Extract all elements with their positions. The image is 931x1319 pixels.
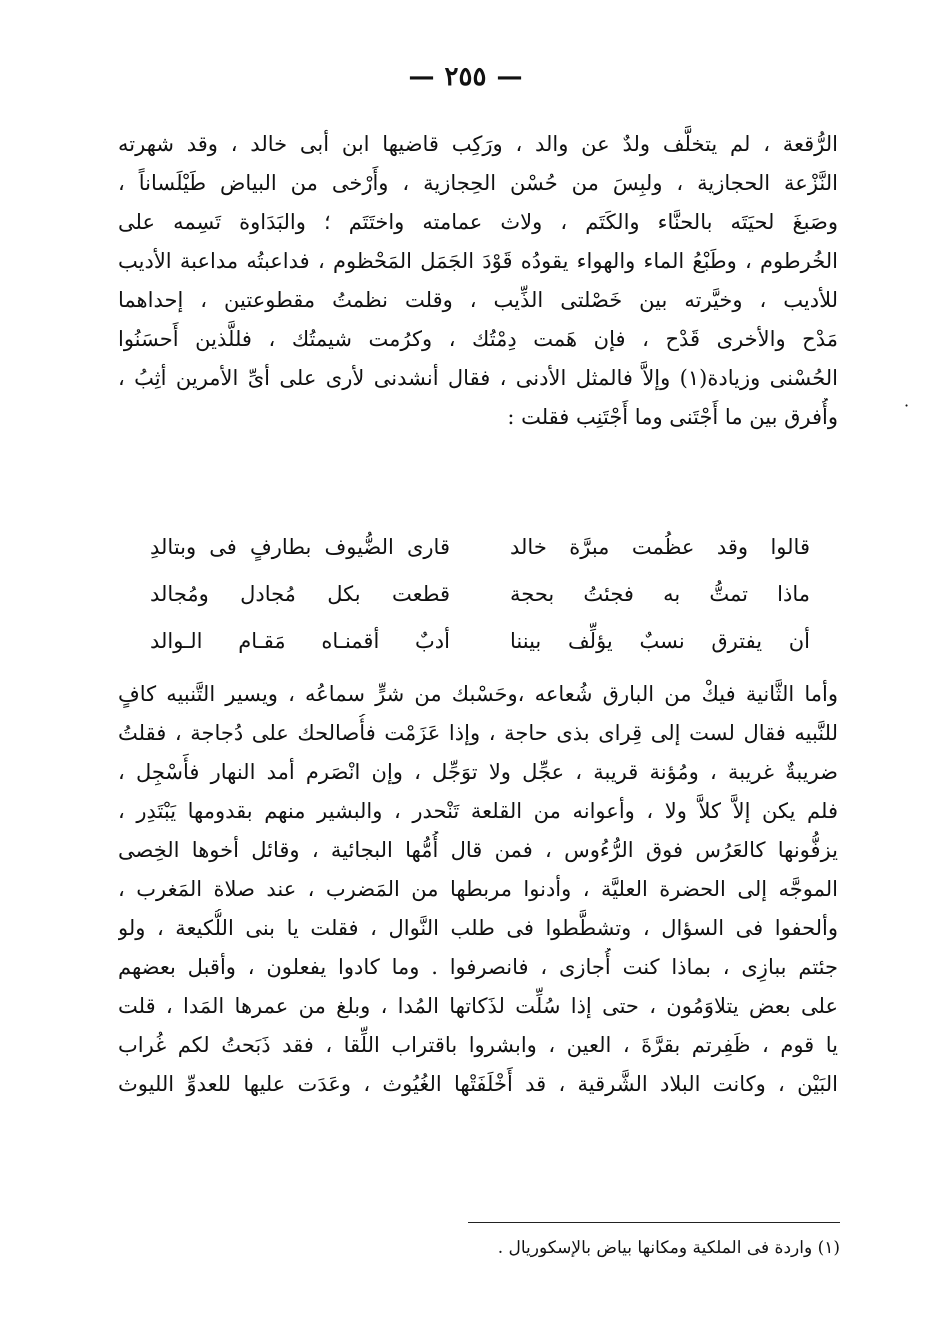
poem-hemistich-first: أن يفترق نسبٌ يؤلِّف بيننا: [510, 629, 810, 653]
paragraph-lower: [118, 675, 838, 1104]
page-number-dash-right: —: [496, 62, 523, 92]
poem-verse: [150, 571, 810, 618]
text-line: الرُّقعة ، لم يتخلَّف ولدٌ عن والد ، ورَكِب قاضيها ابن أبى خالد ، وقد شهرته: [118, 132, 838, 156]
text-line: الخُرطوم ، وطَبْعُ الماء والهواء يقودُه قَوْدَ الجَمَل المَحْظوم ، فداعبتُه مداعبة الأديب: [118, 249, 838, 273]
text-line: وأما الثَّانية فيكْ من البارق شُعاعه ،وحَسْبك من شرٍّ سماعُه ، ويسير التَّنبيه كافٍ: [118, 682, 838, 706]
poem-verse: [150, 524, 810, 571]
page-number-dash-left: —: [408, 62, 435, 92]
text-line: يا قوم ، ظَفِرتم بقرَّةَ ، العين ، وابشروا باقتراب اللِّقا ، فقد ذَبَحتُ لكم غُراب: [118, 1033, 838, 1057]
poem-hemistich-first: ماذا تمتُّ به فجئتُ بحجة: [510, 582, 810, 606]
text-line: الموجَّه إلى الحضرة العليَّة ، وأدنوا مربطها من المَضرب ، عند صلاة المَغرب ،: [118, 877, 838, 901]
poem-verse: [150, 618, 810, 665]
poem-hemistich-first: قالوا وقد عظُمت مبرَّة خالد: [510, 535, 810, 559]
text-line: مَدْح والأخرى قَدْح ، فإن هَمت دِمْتُك ، وكرُمت شيمتُك ، فللَّذين أَحسَنُوا: [118, 327, 838, 351]
text-line: وألحفوا فى السؤال ، وتشطَّطوا فى طلب النَّوال ، فقلت يا بنى اللُّكيعة ، ولو: [118, 916, 838, 940]
text-line: وأُفرق بين ما أَجْتَنى وما أَجْتَنِب فقلت :: [507, 405, 838, 429]
text-line: فلم يكن إلاَّ كلاَّ ولا ، وأعوانه من القلعة تَنْحدر ، والبشير منهم بقدومها يَبْتَدِر ،: [118, 799, 838, 823]
paragraph-upper: [118, 125, 838, 437]
text-line: ضريبةٌ غريبة ، ومُؤنة قريبة ، عجِّل ولا توَجِّل ، وإن انْصَرم أمد النهار فأَسْجِل ،: [118, 760, 838, 784]
text-line: يزفُّونها كالعَرُس فوق الرُّءُوس ، فمن قال أُمُّها البجائية ، وقائل أخوها الخِصى: [118, 838, 838, 862]
poem-hemistich-second: قطعت بكل مُجادل ومُجالد: [150, 582, 450, 606]
footnote-divider: [468, 1222, 840, 1223]
text-line: وصَبغَ لحيَتَه بالحنَّاء والكَتَم ، ولاث عمامته واختَتَم ؛ والبَدَاوة تَسِمه على: [118, 210, 838, 234]
footnote: (١) واردة فى الملكية ومكانها بياض بالإسكوريال .: [497, 1238, 840, 1258]
text-line: البَيْن ، وكانت البلاد الشَّرقية ، قد أَخْلَفَتْها الغُيُوث ، وعَدَت عليها للعدوِّ الليوث: [118, 1072, 838, 1096]
text-line: النَّزْعة الحجازية ، ولبِسَ من حُسْن الحِجازية ، وأَرْخى من البياض طَيْلَساناً ،: [118, 171, 838, 195]
poem-hemistich-second: أدبٌ أقمنـاه مَقـام الـوالد: [150, 629, 450, 653]
margin-mark: ·: [904, 396, 910, 415]
page-number-value: ٢٥٥: [444, 62, 487, 92]
poem-hemistich-second: قارى الضُّيوف بطارفٍ فى وبتالدِ: [150, 535, 450, 559]
text-line: الحُسْنى وزيادة(١) وإلاَّ فالمثل الأدنى ، فقال أنشدنى لأرى على أىِّ الأمرين أثِبُ ،: [118, 366, 838, 390]
text-line: للنَّبيه فقال لست إلى قِراى بذى حاجة ، وإذا عَزَمْت فأُصالحك على دُجاجة ، فقلتُ: [118, 721, 838, 745]
text-line: جئتم ببازِى ، بماذا كنت أُجازى ، فانصرفوا . وما كادوا يفعلون ، وأقبل بعضهم: [118, 955, 838, 979]
page-number: [0, 62, 931, 92]
text-line: على بعض يتلاوَمُون ، حتى إذا سُلِّت لذَكاتها المُدا ، وبلغ من عمرها المَدا ، قلت: [118, 994, 838, 1018]
poem-block: [150, 524, 810, 665]
text-line: للأديب ، وخيَّرته بين خَصْلتى الذِّيب ، وقلت نظمتُ مقطوعتين ، إحداهما: [118, 288, 838, 312]
